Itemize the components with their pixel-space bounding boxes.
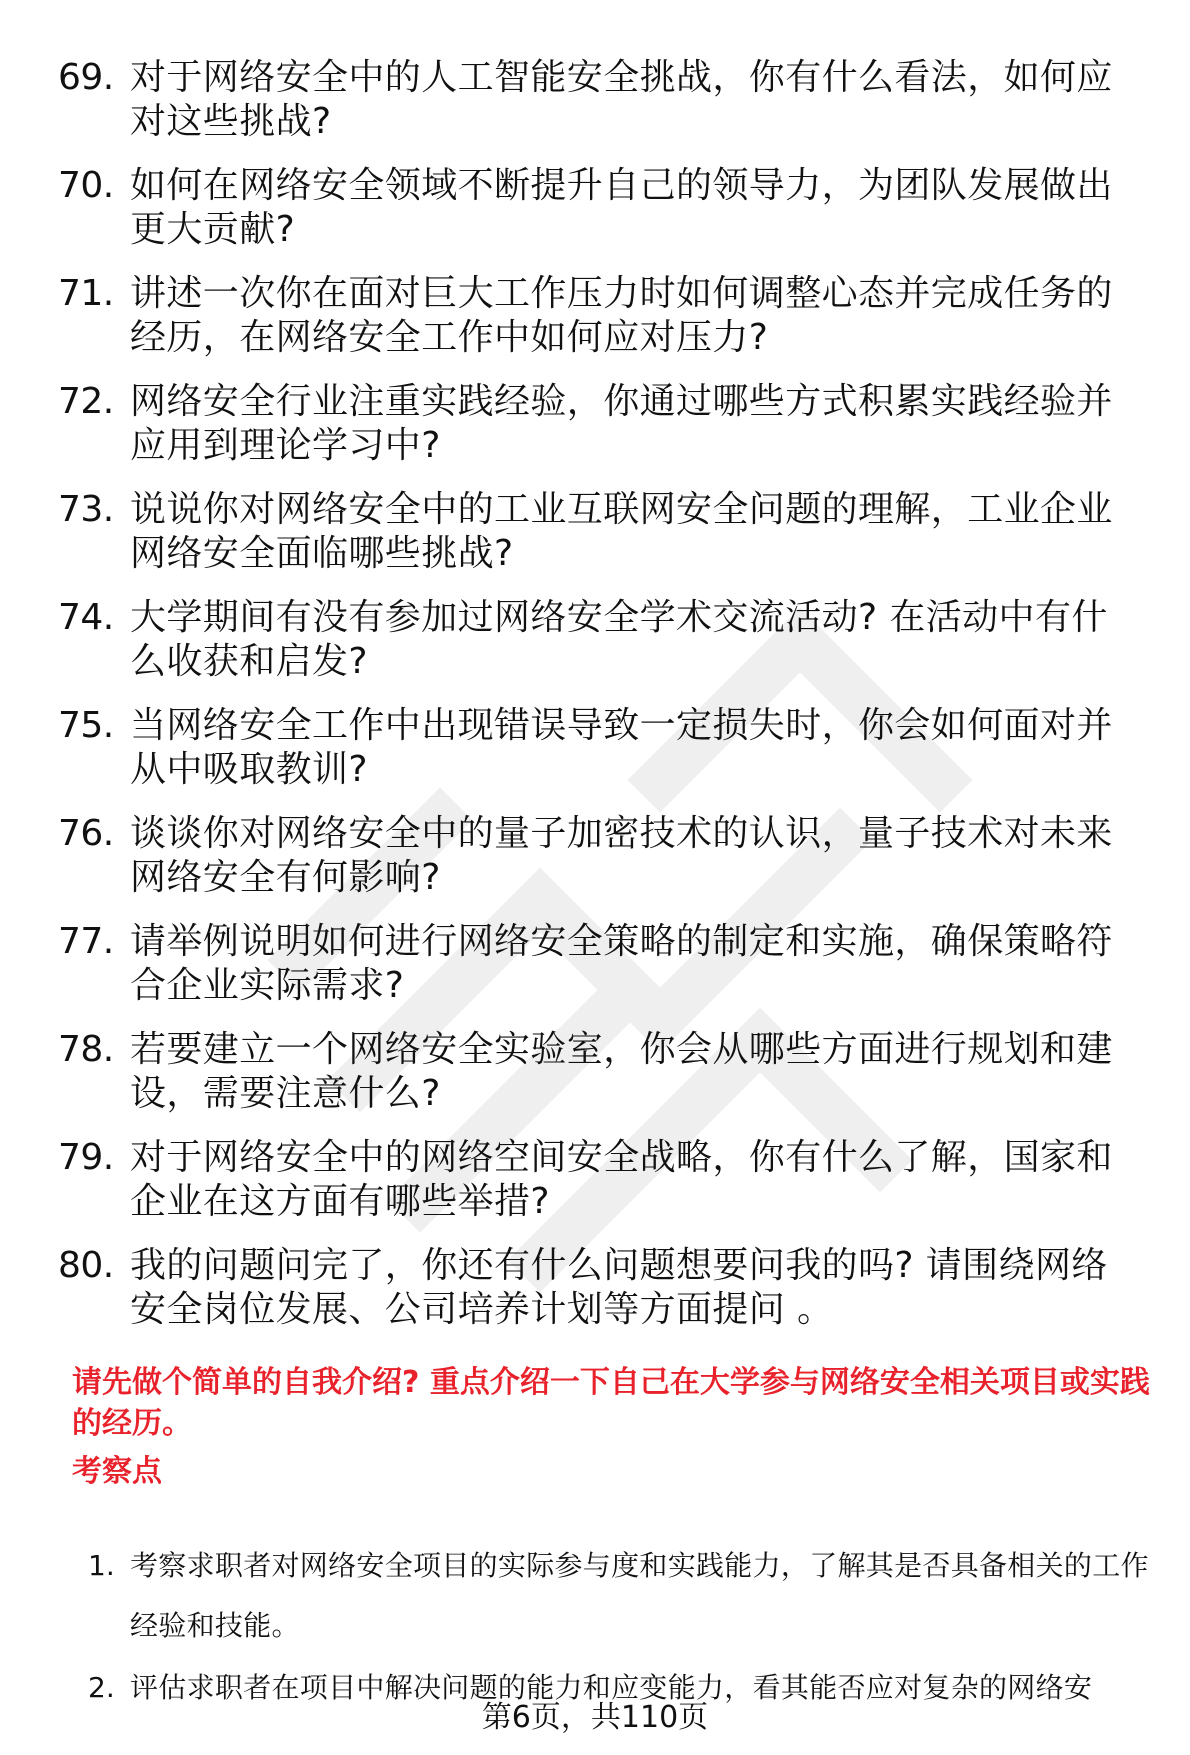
question-item-71: [58, 272, 1158, 380]
question-text: 当网络安全工作中出现错误导致一定损失时，你会如何面对并从中吸取教训?: [130, 705, 1113, 790]
question-text: 网络安全行业注重实践经验，你通过哪些方式积累实践经验并应用到理论学习中?: [130, 381, 1113, 466]
question-item-76: [58, 812, 1158, 920]
assessment-points: [88, 1536, 1168, 1718]
question-item-73: [58, 488, 1158, 596]
question-item-75: [58, 704, 1158, 812]
point-number: 2.: [88, 1671, 115, 1704]
point-number: 1.: [88, 1549, 115, 1582]
section-label: 考察点: [72, 1454, 162, 1489]
question-text: 我的问题问完了，你还有什么问题想要问我的吗? 请围绕网络安全岗位发展、公司培养计划等方面提问 。: [130, 1245, 1108, 1330]
page-footer: 第6页，共110页: [481, 1700, 709, 1735]
question-item-72: [58, 380, 1158, 488]
question-text: 对于网络安全中的网络空间安全战略，你有什么了解，国家和企业在这方面有哪些举措?: [130, 1137, 1113, 1222]
question-text: 谈谈你对网络安全中的量子加密技术的认识，量子技术对未来网络安全有何影响?: [130, 813, 1113, 898]
question-number: 77.: [58, 921, 114, 962]
question-number: 75.: [58, 705, 114, 746]
question-text: 讲述一次你在面对巨大工作压力时如何调整心态并完成任务的经历，在网络安全工作中如何应对压力?: [130, 273, 1113, 358]
question-item-69: [58, 56, 1158, 164]
question-text: 若要建立一个网络安全实验室，你会从哪些方面进行规划和建设，需要注意什么?: [130, 1029, 1113, 1114]
question-item-80: [58, 1244, 1158, 1352]
highlighted-question: 请先做个简单的自我介绍? 重点介绍一下自己在大学参与网络安全相关项目或实践的经历。: [72, 1365, 1150, 1441]
question-item-79: [58, 1136, 1158, 1244]
question-number: 76.: [58, 813, 114, 854]
question-text: 如何在网络安全领域不断提升自己的领导力，为团队发展做出更大贡献?: [130, 165, 1113, 250]
question-number: 79.: [58, 1137, 114, 1178]
question-number: 74.: [58, 597, 114, 638]
question-item-74: [58, 596, 1158, 704]
question-text: 请举例说明如何进行网络安全策略的制定和实施，确保策略符合企业实际需求?: [130, 921, 1113, 1006]
question-item-70: [58, 164, 1158, 272]
question-number: 80.: [58, 1245, 114, 1286]
point-text: 考察求职者对网络安全项目的实际参与度和实践能力，了解其是否具备相关的工作经验和技能。: [130, 1549, 1149, 1642]
question-number: 69.: [58, 57, 114, 98]
question-item-77: [58, 920, 1158, 1028]
question-text: 对于网络安全中的人工智能安全挑战，你有什么看法，如何应对这些挑战?: [130, 57, 1113, 142]
question-item-78: [58, 1028, 1158, 1136]
question-number: 70.: [58, 165, 114, 206]
question-number: 72.: [58, 381, 114, 422]
point-text: 评估求职者在项目中解决问题的能力和应变能力，看其能否应对复杂的网络安: [130, 1671, 1093, 1704]
question-text: 说说你对网络安全中的工业互联网安全问题的理解，工业企业网络安全面临哪些挑战?: [130, 489, 1113, 574]
question-text: 大学期间有没有参加过网络安全学术交流活动? 在活动中有什么收获和启发?: [130, 597, 1108, 682]
question-number: 71.: [58, 273, 114, 314]
question-number: 73.: [58, 489, 114, 530]
assessment-point: [88, 1536, 1168, 1656]
question-list: [58, 56, 1158, 1352]
question-number: 78.: [58, 1029, 114, 1070]
